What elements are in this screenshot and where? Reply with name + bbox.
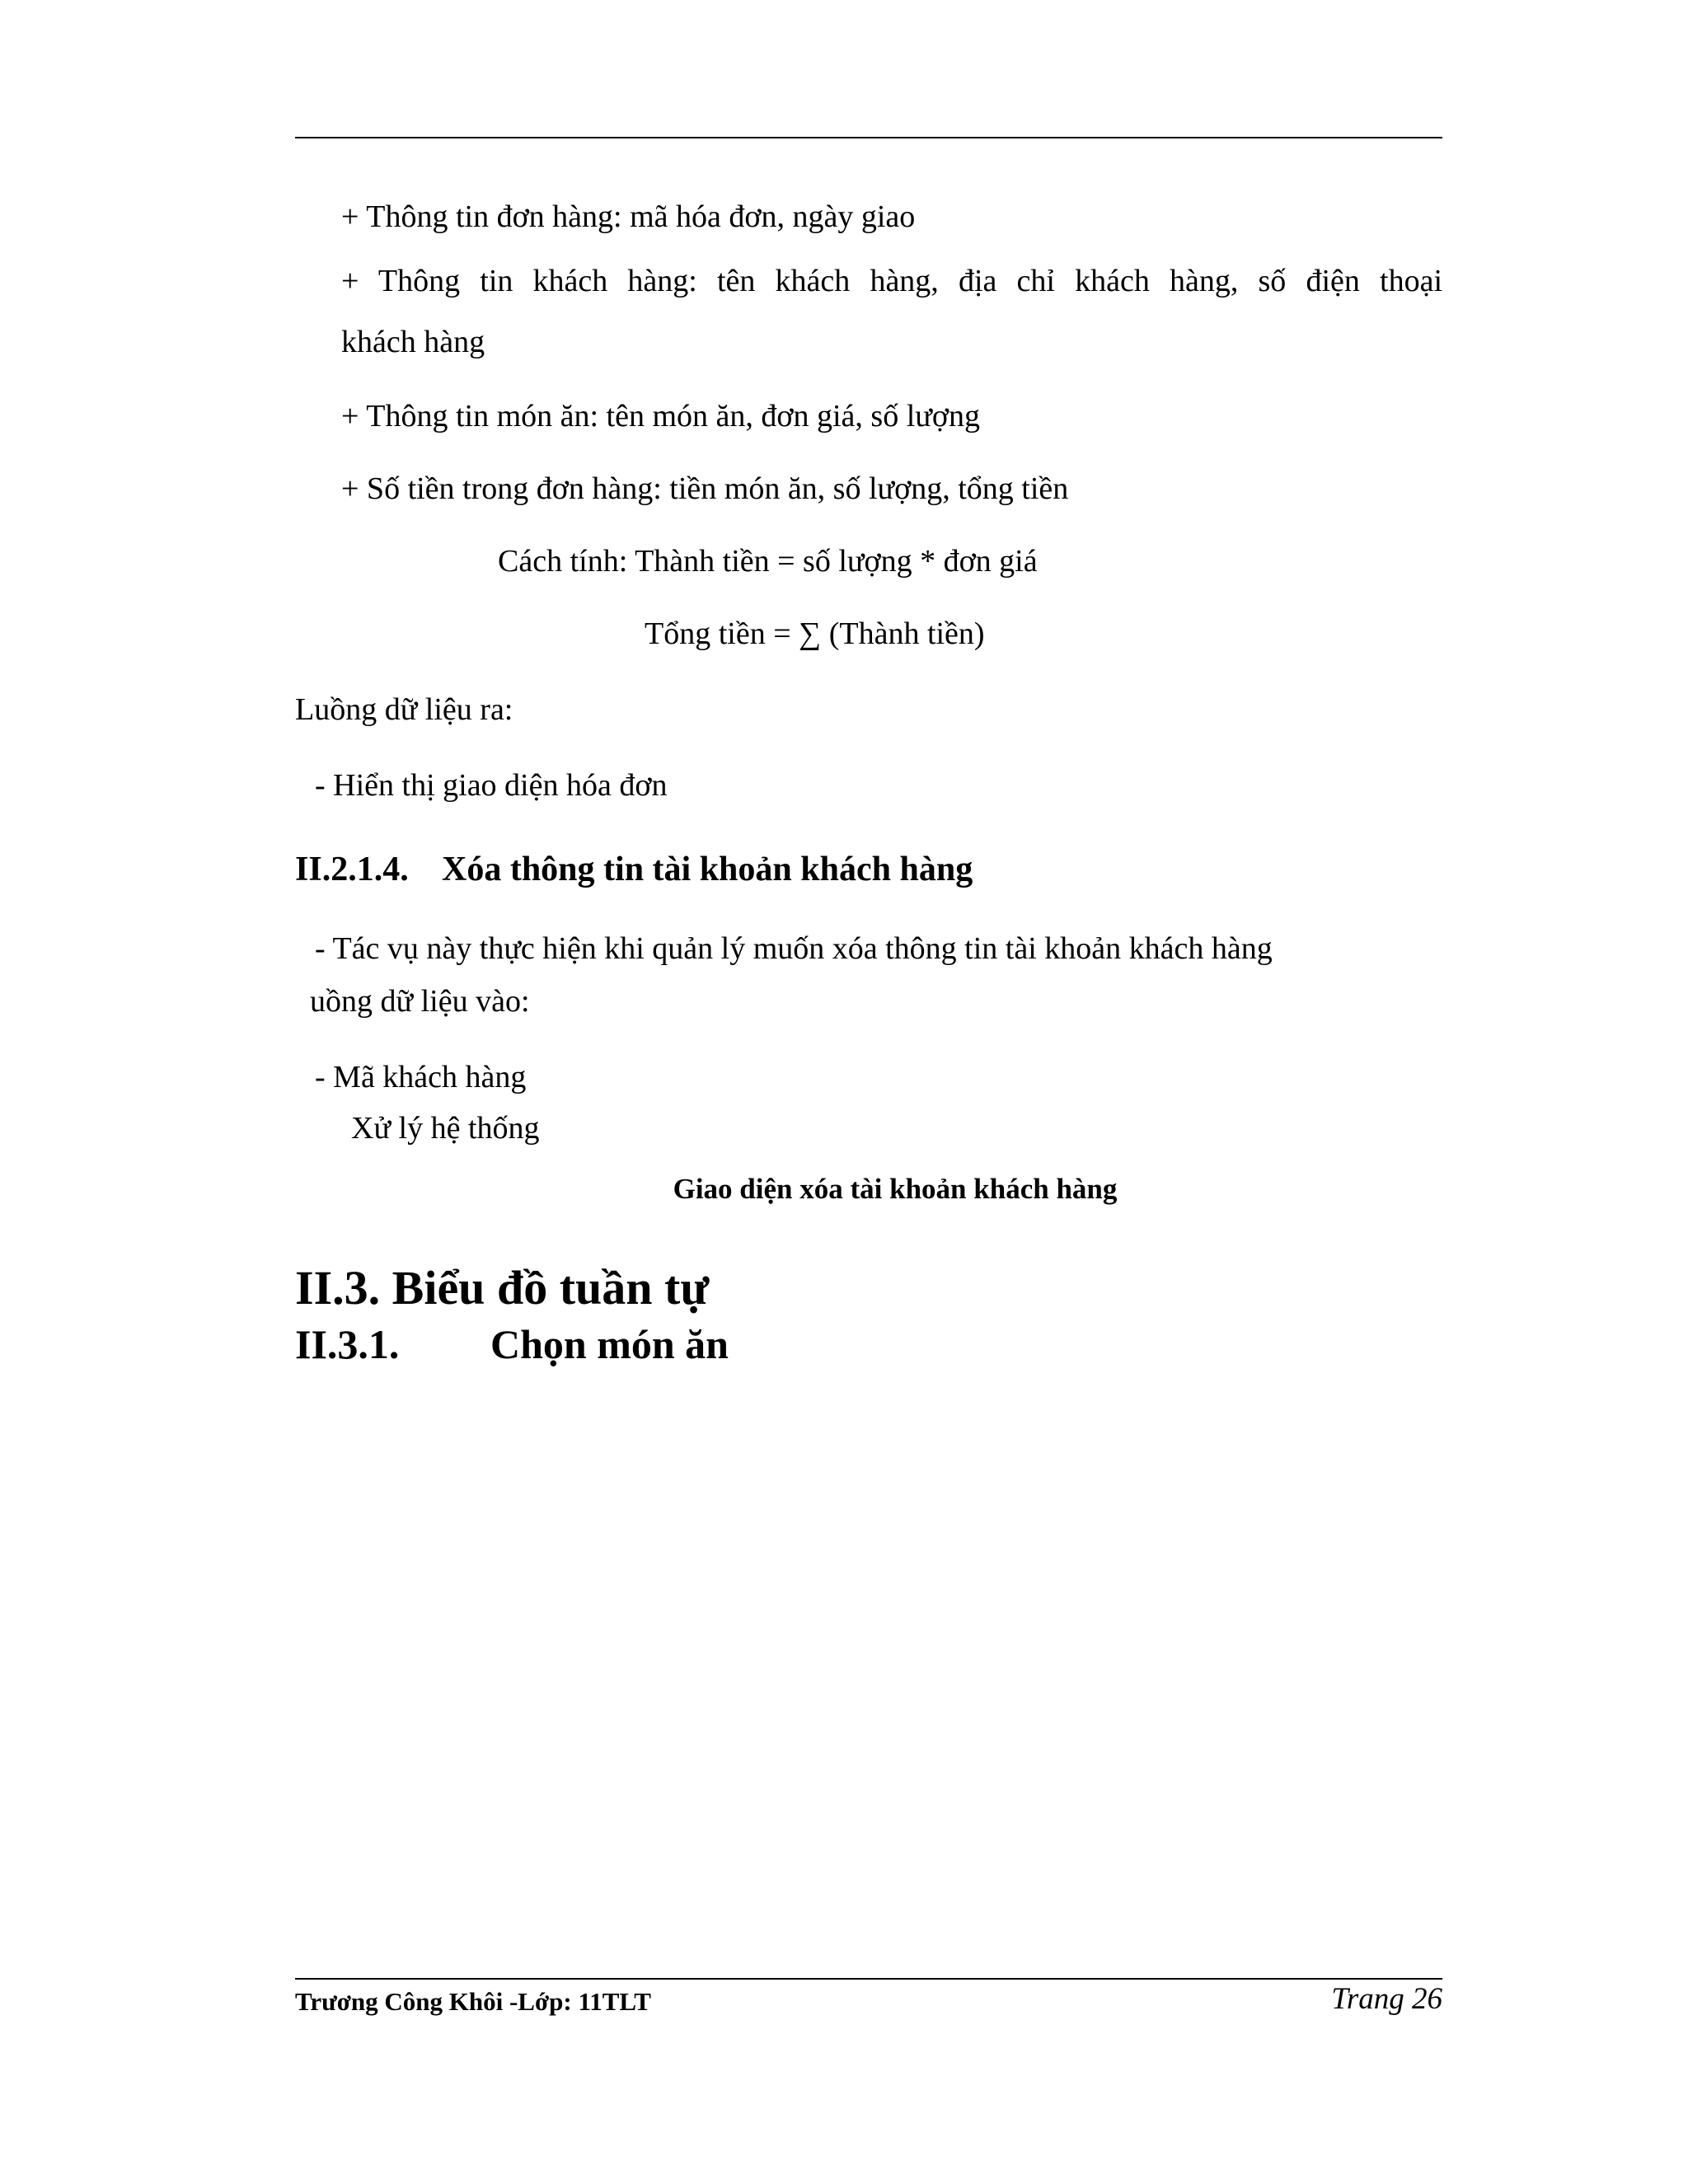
- formula-line-1: Cách tính: Thành tiền = số lượng * đơn giá: [498, 544, 1038, 579]
- order-info-line: + Thông tin đơn hàng: mã hóa đơn, ngày giao: [341, 199, 916, 234]
- delete-description-line: - Tác vụ này thực hiện khi quản lý muốn xóa thông tin tài khoản khách hàng: [315, 931, 1273, 966]
- input-flow-label: uồng dữ liệu vào:: [310, 984, 530, 1019]
- figure-caption: Giao diện xóa tài khoản khách hàng: [673, 1173, 1118, 1205]
- section-number: II.2.1.4.: [295, 851, 409, 888]
- subsection-heading-choose-dish: [295, 1320, 729, 1368]
- output-flow-label: Luồng dữ liệu ra:: [295, 692, 513, 727]
- formula-line-2: Tổng tiền = ∑ (Thành tiền): [645, 616, 985, 651]
- customer-info-line-2: khách hàng: [341, 325, 485, 359]
- section-heading-delete-account: [295, 849, 973, 890]
- subsection-number: II.3.1.: [295, 1321, 400, 1367]
- system-processing-label: Xử lý hệ thống: [351, 1111, 540, 1146]
- footer-author: Trương Công Khôi -Lớp: 11TLT: [295, 1987, 651, 2016]
- footer-rule: [295, 1978, 1442, 1980]
- section-heading-sequence-diagram: II.3. Biểu đồ tuần tự: [295, 1261, 710, 1315]
- input-flow-item: - Mã khách hàng: [315, 1060, 527, 1094]
- amount-info-line: + Số tiền trong đơn hàng: tiền món ăn, số lượng, tổng tiền: [341, 471, 1069, 506]
- section-title: Xóa thông tin tài khoản khách hàng: [442, 851, 973, 888]
- footer-page-number: Trang 26: [1331, 1982, 1442, 2016]
- subsection-title: Chọn món ăn: [490, 1321, 729, 1367]
- output-flow-item: - Hiển thị giao diện hóa đơn: [315, 768, 668, 803]
- header-rule: [295, 137, 1442, 138]
- dish-info-line: + Thông tin món ăn: tên món ăn, đơn giá, số lượng: [341, 399, 980, 434]
- customer-info-line-1: + Thông tin khách hàng: tên khách hàng, địa chỉ khách hàng, số điện thoại: [341, 264, 1442, 298]
